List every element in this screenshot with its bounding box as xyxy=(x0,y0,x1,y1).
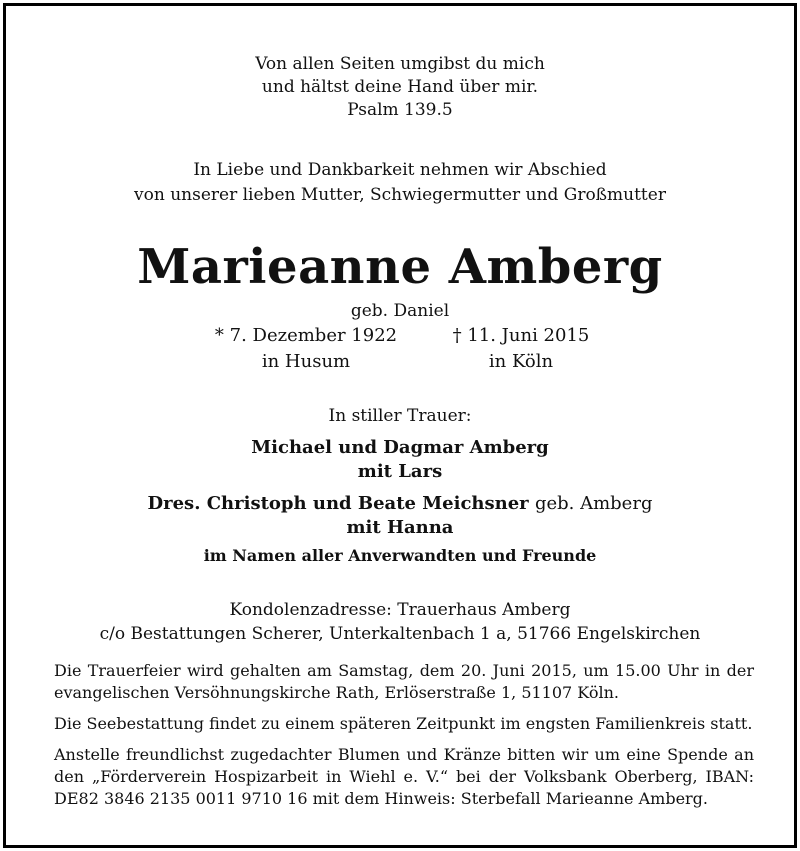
mourner-family-1 xyxy=(6,436,794,484)
psalm-line-2: und hältst deine Hand über mir. xyxy=(261,77,539,97)
family-2-name: Dres. Christoph und Beate Meichsner xyxy=(147,493,529,514)
condolence-line-1: Kondolenzadresse: Trauerhaus Amberg xyxy=(229,600,571,620)
obituary-notice xyxy=(3,3,797,848)
family-1-name: Michael und Dagmar Amberg xyxy=(251,437,549,458)
family-2-child: mit Hanna xyxy=(346,517,454,538)
funeral-notice: Die Trauerfeier wird gehalten am Samstag, dem 20. Juni 2015, um 15.00 Uhr in der evangelischen Versöhnungskirche Rath, Erlöserstraße 1, 51107 Köln. xyxy=(54,661,754,702)
death-place: in Köln xyxy=(488,351,554,372)
donation-notice: Anstelle freundlichst zugedachter Blumen und Kränze bitten wir um eine Spende an den „Förderverein Hospizarbeit in Wiehl e. V.“ bei der Volksbank Oberberg, IBAN: DE82 3846 2135 0011 9710 16 mit dem Hinweis: Sterbefall Marieanne Amberg. xyxy=(54,745,754,808)
condolence-address xyxy=(6,598,794,646)
intro-line-1: In Liebe und Dankbarkeit nehmen wir Abschied xyxy=(193,160,607,180)
farewell-intro xyxy=(6,158,794,208)
death-date: † 11. Juni 2015 xyxy=(452,325,590,346)
intro-line-2: von unserer lieben Mutter, Schwiegermutter und Großmutter xyxy=(134,185,666,205)
birth-date: * 7. Dezember 1922 xyxy=(214,325,398,346)
family-2-name-line xyxy=(6,492,794,516)
death-info xyxy=(436,323,606,375)
maiden-name: geb. Daniel xyxy=(350,301,450,321)
deceased-name: Marieanne Amberg xyxy=(137,239,663,295)
condolence-line-2: c/o Bestattungen Scherer, Unterkaltenbach 1 a, 51766 Engelskirchen xyxy=(99,624,701,644)
relatives-closing: im Namen aller Anverwandten und Freunde xyxy=(203,546,597,565)
psalm-quote xyxy=(6,53,794,122)
family-1-child: mit Lars xyxy=(357,461,443,482)
sea-burial-notice: Die Seebestattung findet zu einem späteren Zeitpunkt im engsten Familienkreis statt. xyxy=(54,714,753,733)
psalm-line-1: Von allen Seiten umgibst du mich xyxy=(255,54,545,74)
psalm-reference: Psalm 139.5 xyxy=(347,100,453,120)
family-2-note: geb. Amberg xyxy=(534,493,653,514)
birth-place: in Husum xyxy=(261,351,351,372)
birth-info xyxy=(201,323,411,375)
mourning-heading: In stiller Trauer: xyxy=(328,406,472,426)
mourner-family-2 xyxy=(6,492,794,540)
